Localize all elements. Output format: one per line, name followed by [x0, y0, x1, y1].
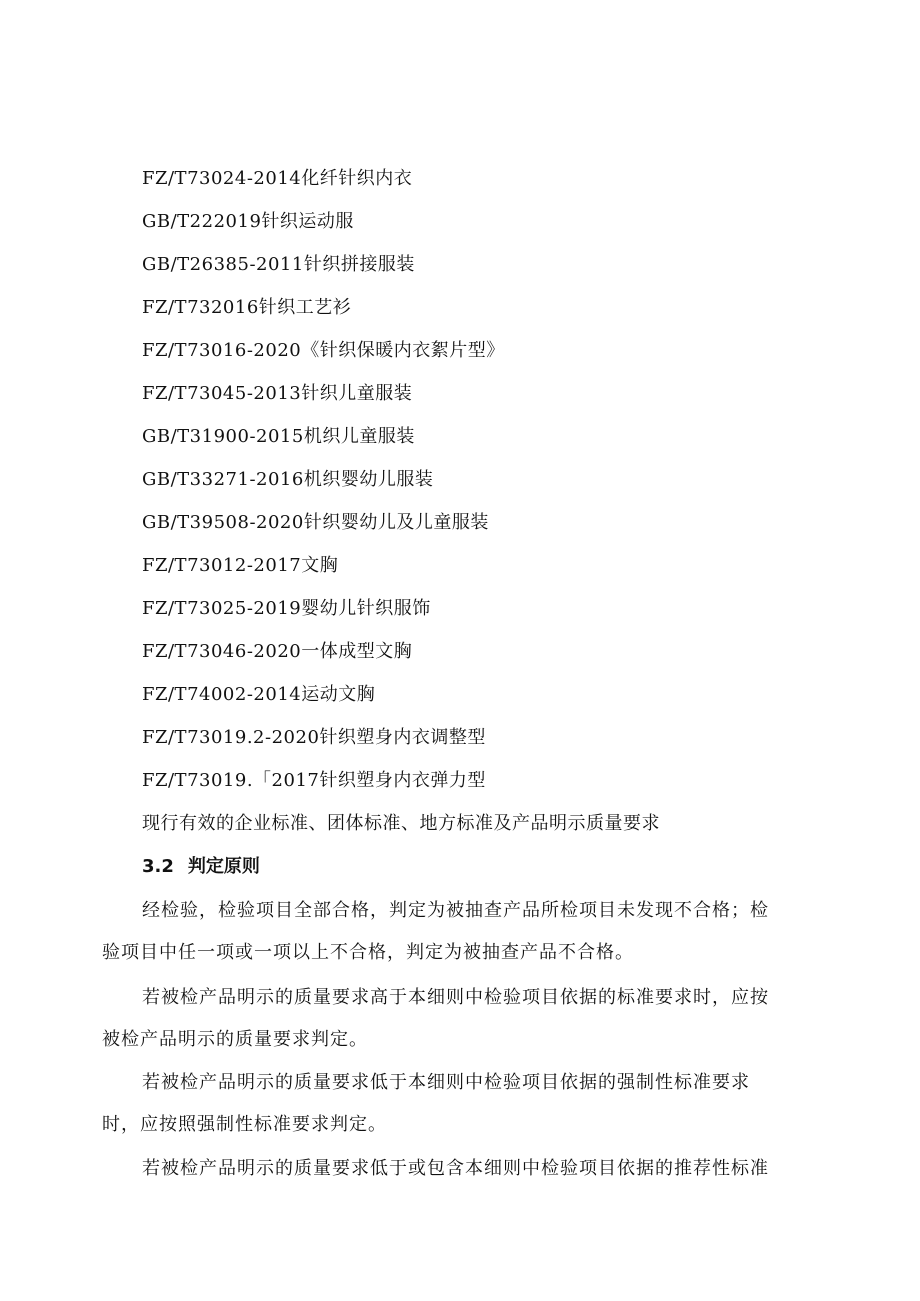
section-title: 判定原则 [187, 856, 260, 877]
paragraph-2 [102, 983, 802, 1055]
paragraph-1 [102, 896, 802, 968]
paragraph-line: 被检产品明示的质量要求判定。 [102, 1029, 368, 1050]
standards-list [142, 166, 842, 811]
paragraph-line: 若被检产品明示的质量要求高于本细则中检验项目依据的标准要求时，应按 [142, 987, 769, 1008]
section-number: 3.2 [142, 856, 174, 877]
standard-item: FZ/T73019.「2017针织塑身内衣弹力型 [142, 770, 486, 791]
paragraph-4 [142, 1154, 802, 1184]
standard-item: GB/T33271-2016机织婴幼儿服装 [142, 469, 434, 490]
standard-item: GB/T26385-2011针织拼接服装 [142, 254, 415, 275]
paragraph-3 [102, 1068, 802, 1140]
standard-item: FZ/T73019.2-2020针织塑身内衣调整型 [142, 727, 486, 748]
standard-item: FZ/T73016-2020《针织保暖内衣絮片型》 [142, 340, 505, 361]
paragraph-line: 若被检产品明示的质量要求低于本细则中检验项目依据的强制性标准要求 [142, 1072, 750, 1093]
standard-item: FZ/T732016针织工艺衫 [142, 297, 352, 318]
standard-item: GB/T39508-2020针织婴幼儿及儿童服装 [142, 512, 489, 533]
standard-item: FZ/T74002-2014运动文胸 [142, 684, 376, 705]
paragraph-line: 验项目中任一项或一项以上不合格，判定为被抽查产品不合格。 [102, 942, 634, 963]
standard-item: FZ/T73025-2019婴幼儿针织服饰 [142, 598, 431, 619]
extra-standard-note: 现行有效的企业标准、团体标准、地方标准及产品明示质量要求 [142, 813, 660, 834]
paragraph-line: 经检验，检验项目全部合格，判定为被抽查产品所检项目未发现不合格；检 [142, 900, 769, 921]
standard-item: FZ/T73024-2014化纤针织内衣 [142, 168, 413, 189]
standard-item: FZ/T73012-2017文胸 [142, 555, 339, 576]
standard-item: GB/T222019针织运动服 [142, 211, 354, 232]
standard-item: FZ/T73045-2013针织儿童服装 [142, 383, 413, 404]
paragraph-line: 时，应按照强制性标准要求判定。 [102, 1114, 387, 1135]
standard-item: FZ/T73046-2020一体成型文胸 [142, 641, 413, 662]
section-heading [142, 854, 260, 880]
standard-item: GB/T31900-2015机织儿童服装 [142, 426, 415, 447]
paragraph-line: 若被检产品明示的质量要求低于或包含本细则中检验项目依据的推荐性标准 [142, 1158, 769, 1179]
